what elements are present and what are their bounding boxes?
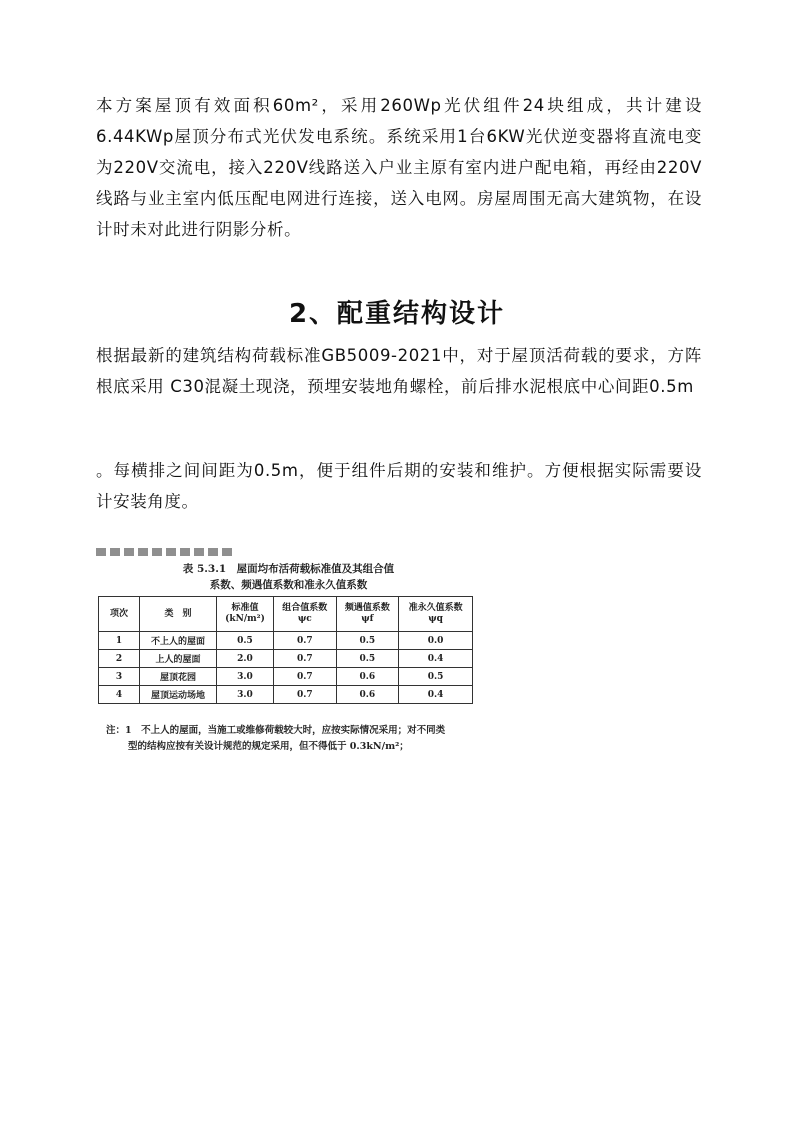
cell-combination: 0.7 (274, 686, 337, 704)
spacing-paragraph: 。每横排之间间距为0.5m，便于组件后期的安装和维护。方便根据实际需要设计安装角度。 (96, 461, 702, 511)
cell-type: 上人的屋面 (140, 650, 217, 668)
cell-combination: 0.7 (274, 632, 337, 650)
header-combination-coefficient: 组合值系数 ψc (274, 597, 337, 632)
table-note-line2: 型的结构应按有关设计规范的规定采用，但不得低于 0.3kN/m²； (128, 741, 409, 752)
cell-no: 3 (99, 668, 140, 686)
section-heading: 2、配重结构设计 (288, 299, 506, 329)
table-row (99, 668, 473, 686)
cell-quasi: 0.5 (399, 668, 473, 686)
cell-combination: 0.7 (274, 650, 337, 668)
intro-paragraph: 本方案屋顶有效面积60m²，采用260Wp光伏组件24块组成，共计建设6.44KWp屋顶分布式光伏发电系统。系统采用1台6KW光伏逆变器将直流电变为220V交流电，接入220V线路送入户业主原有室内进户配电箱，再经由220V线路与业主室内低压配电网进行连接，送入电网。房屋周围无高大建筑物，在设计时未对此进行阴影分析。 (96, 96, 702, 239)
cell-frequent: 0.5 (336, 650, 399, 668)
cell-quasi: 0.4 (399, 650, 473, 668)
header-standard-value: 标准值 (kN/m²) (217, 597, 274, 632)
header-quasi-permanent-coefficient: 准永久值系数 ψq (399, 597, 473, 632)
table-row (99, 686, 473, 704)
table-note (106, 723, 476, 755)
header-item-no: 项次 (99, 597, 140, 632)
cell-frequent: 0.6 (336, 686, 399, 704)
table-caption-line1: 表 5.3.1 屋面均布活荷载标准值及其组合值 (182, 563, 395, 575)
cell-type: 屋顶运动场地 (140, 686, 217, 704)
structure-paragraph: 根据最新的建筑结构荷载标准GB5009-2021中，对于屋顶活荷载的要求，方阵根底采用 C30混凝土现浇，预埋安装地角螺栓，前后排水泥根底中心间距0.5m (96, 346, 702, 396)
cell-no: 1 (99, 632, 140, 650)
load-table (98, 596, 473, 704)
cell-standard: 2.0 (217, 650, 274, 668)
cell-type: 不上人的屋面 (140, 632, 217, 650)
load-table-figure (96, 548, 481, 758)
cell-no: 4 (99, 686, 140, 704)
table-caption-line2: 系数、频遇值系数和准永久值系数 (209, 579, 368, 591)
cell-frequent: 0.6 (336, 668, 399, 686)
scan-artifact (96, 548, 236, 556)
cell-no: 2 (99, 650, 140, 668)
cell-standard: 0.5 (217, 632, 274, 650)
table-header-row (99, 597, 473, 632)
header-frequent-coefficient: 频遇值系数 ψf (336, 597, 399, 632)
table-row (99, 650, 473, 668)
cell-standard: 3.0 (217, 686, 274, 704)
cell-quasi: 0.0 (399, 632, 473, 650)
cell-type: 屋顶花园 (140, 668, 217, 686)
table-row (99, 632, 473, 650)
cell-frequent: 0.5 (336, 632, 399, 650)
cell-standard: 3.0 (217, 668, 274, 686)
cell-combination: 0.7 (274, 668, 337, 686)
header-type: 类 别 (140, 597, 217, 632)
cell-quasi: 0.4 (399, 686, 473, 704)
table-note-line1: 注：1 不上人的屋面，当施工或维修荷载较大时，应按实际情况采用；对不同类 (106, 725, 446, 736)
